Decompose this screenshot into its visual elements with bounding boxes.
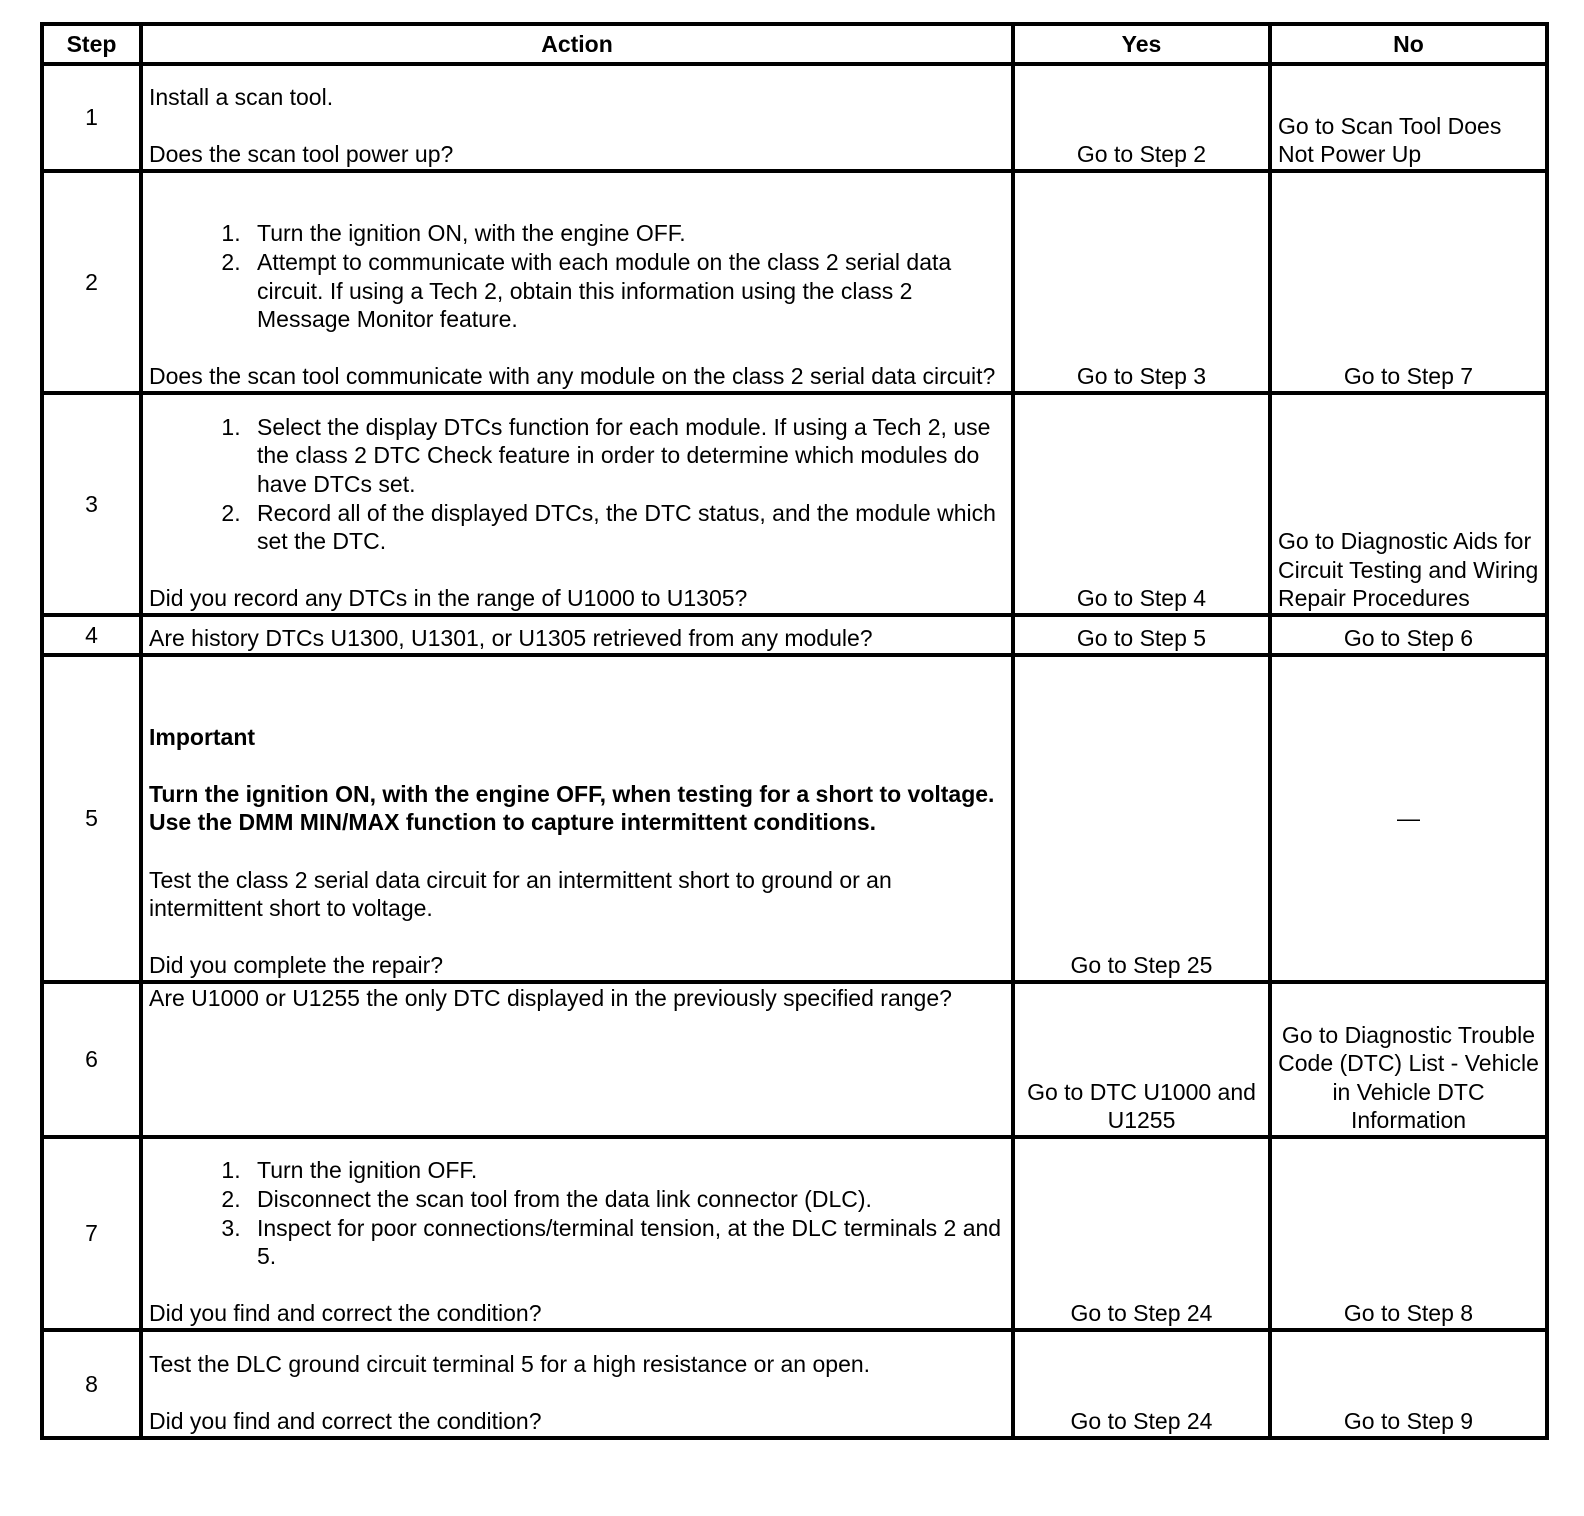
step-header: Step xyxy=(42,24,141,64)
action-question: Does the scan tool power up? xyxy=(149,141,454,168)
yes-cell: Go to Step 24 xyxy=(1013,1137,1270,1330)
action-step-item: 1. Turn the ignition OFF. xyxy=(247,1156,1005,1185)
step-number: 7 xyxy=(42,1137,141,1330)
action-cell xyxy=(141,64,1013,171)
yes-cell: Go to DTC U1000 and U1255 xyxy=(1013,982,1270,1137)
action-steps-list xyxy=(149,219,1005,333)
action-cell xyxy=(141,982,1013,1137)
action-cell xyxy=(141,171,1013,393)
action-step-item: 2. Record all of the displayed DTCs, the DTC status, and the module which set the DTC. xyxy=(247,499,1005,556)
important-note: Turn the ignition ON, with the engine OFF, when testing for a short to voltage. Use the DMM MIN/MAX function to capture intermittent conditions. xyxy=(149,780,995,836)
action-intro: Install a scan tool. xyxy=(149,84,334,111)
action-cell xyxy=(141,393,1013,615)
action-step-item: 2. Attempt to communicate with each module on the class 2 serial data circuit. If using a Tech 2, obtain this information using the class 2 Message Monitor feature. xyxy=(247,248,1005,334)
action-question: Does the scan tool communicate with any module on the class 2 serial data circuit? xyxy=(149,363,996,390)
no-cell: Go to Diagnostic Trouble Code (DTC) List - Vehicle in Vehicle DTC Information xyxy=(1270,982,1547,1137)
action-step-item: 3. Inspect for poor connections/terminal tension, at the DLC terminals 2 and 5. xyxy=(247,1214,1005,1271)
step-number: 5 xyxy=(42,655,141,982)
action-cell xyxy=(141,655,1013,982)
table-row xyxy=(42,393,1547,615)
step-number: 1 xyxy=(42,64,141,171)
action-question: Did you find and correct the condition? xyxy=(149,1300,542,1327)
step-number: 6 xyxy=(42,982,141,1137)
yes-cell: Go to Step 25 xyxy=(1013,655,1270,982)
action-step-item: 2. Disconnect the scan tool from the data link connector (DLC). xyxy=(247,1185,1005,1214)
yes-cell: Go to Step 4 xyxy=(1013,393,1270,615)
action-cell xyxy=(141,1330,1013,1438)
no-cell: Go to Scan Tool Does Not Power Up xyxy=(1270,64,1547,171)
action-steps-list xyxy=(149,1156,1005,1270)
no-cell: — xyxy=(1270,655,1547,982)
no-cell: Go to Step 8 xyxy=(1270,1137,1547,1330)
table-row xyxy=(42,655,1547,982)
action-question: Are U1000 or U1255 the only DTC displayed in the previously specified range? xyxy=(149,985,952,1011)
no-cell: Go to Step 7 xyxy=(1270,171,1547,393)
table-row xyxy=(42,1330,1547,1438)
no-cell: Go to Step 9 xyxy=(1270,1330,1547,1438)
important-label: Important xyxy=(149,723,256,750)
table-row xyxy=(42,982,1547,1137)
action-intro: Test the DLC ground circuit terminal 5 for a high resistance or an open. xyxy=(149,1351,871,1378)
yes-header: Yes xyxy=(1013,24,1270,64)
yes-cell: Go to Step 2 xyxy=(1013,64,1270,171)
diagnostic-table xyxy=(40,22,1549,1440)
action-cell xyxy=(141,1137,1013,1330)
action-question: Did you complete the repair? xyxy=(149,952,444,979)
action-header: Action xyxy=(141,24,1013,64)
action-question: Did you find and correct the condition? xyxy=(149,1408,542,1435)
header-row xyxy=(42,24,1547,64)
no-header: No xyxy=(1270,24,1547,64)
yes-cell: Go to Step 24 xyxy=(1013,1330,1270,1438)
step-number: 3 xyxy=(42,393,141,615)
action-question: Are history DTCs U1300, U1301, or U1305 retrieved from any module? xyxy=(149,625,873,652)
table-row xyxy=(42,615,1547,655)
table-row xyxy=(42,171,1547,393)
no-cell: Go to Step 6 xyxy=(1270,615,1547,655)
yes-cell: Go to Step 5 xyxy=(1013,615,1270,655)
step-number: 4 xyxy=(42,615,141,655)
diagnostic-table-page xyxy=(40,22,1545,1440)
table-row xyxy=(42,1137,1547,1330)
action-question: Did you record any DTCs in the range of U1000 to U1305? xyxy=(149,585,748,612)
action-body: Test the class 2 serial data circuit for an intermittent short to ground or an intermittent short to voltage. xyxy=(149,866,892,922)
action-step-item: 1. Turn the ignition ON, with the engine OFF. xyxy=(247,219,1005,248)
step-number: 8 xyxy=(42,1330,141,1438)
table-row xyxy=(42,64,1547,171)
action-cell xyxy=(141,615,1013,655)
step-number: 2 xyxy=(42,171,141,393)
action-steps-list xyxy=(149,413,1005,556)
action-step-item: 1. Select the display DTCs function for each module. If using a Tech 2, use the class 2 DTC Check feature in order to determine which modules do have DTCs set. xyxy=(247,413,1005,499)
yes-cell: Go to Step 3 xyxy=(1013,171,1270,393)
no-cell: Go to Diagnostic Aids for Circuit Testing and Wiring Repair Procedures xyxy=(1270,393,1547,615)
